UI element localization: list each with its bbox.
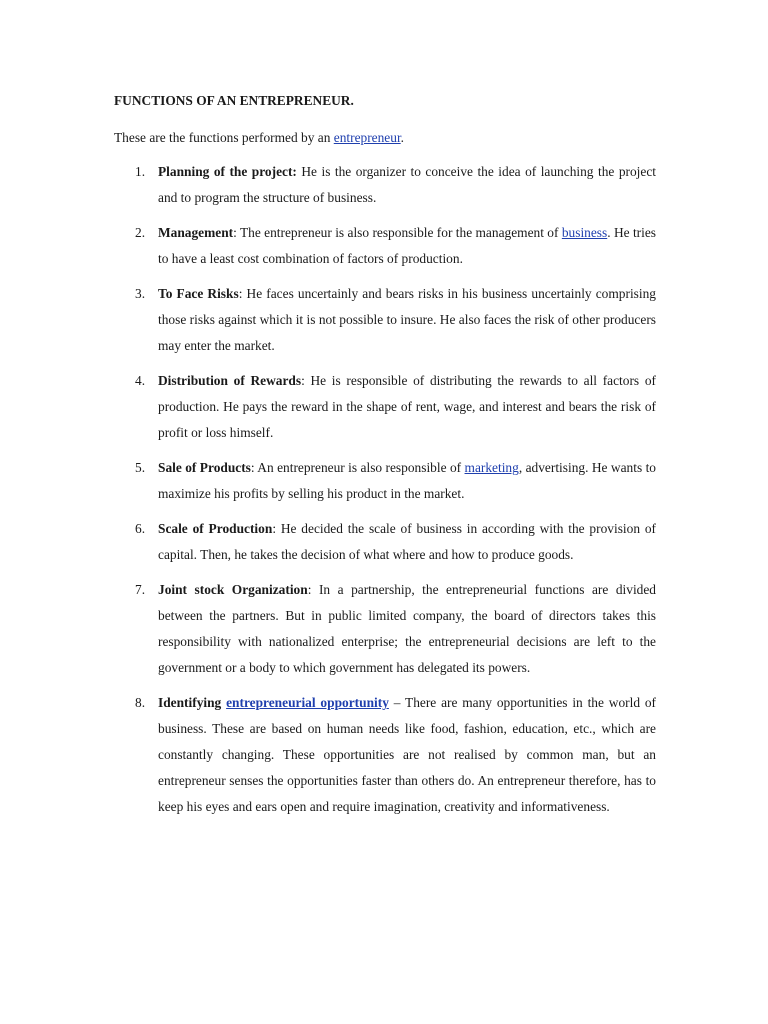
- intro-text: These are the functions performed by an: [114, 130, 334, 145]
- list-item: [114, 159, 656, 211]
- document-title: FUNCTIONS OF AN ENTREPRENEUR.: [114, 93, 354, 108]
- item-number: 8.: [135, 695, 146, 710]
- item-term: Sale of Products: [158, 460, 251, 475]
- item-term: To Face Risks: [158, 286, 239, 301]
- item-text-end: . He tries to have a least cost combination of factors of production.: [158, 225, 656, 266]
- item-number: 5.: [135, 460, 146, 475]
- entrepreneur-link[interactable]: entrepreneur: [333, 130, 401, 145]
- item-term: Distribution of Rewards: [158, 373, 302, 388]
- list-item: [114, 516, 656, 568]
- business-link[interactable]: business: [561, 225, 608, 240]
- list-item: [114, 220, 656, 272]
- item-number: 6.: [135, 521, 146, 536]
- intro-paragraph: [114, 125, 656, 151]
- item-term: Scale of Production: [158, 521, 273, 536]
- document-page: [114, 88, 656, 829]
- list-item: [114, 368, 656, 446]
- item-text: : The entrepreneur is also responsible for the management of: [233, 225, 562, 240]
- item-number: 3.: [135, 286, 146, 301]
- item-number: 4.: [135, 373, 146, 388]
- list-item: [114, 690, 656, 820]
- entrepreneurial-opportunity-link[interactable]: entrepreneurial opportunity: [226, 695, 389, 710]
- item-text: : He decided the scale of business in according with the provision of capital. Then, he takes the decision of what where and how to produce goods.: [158, 521, 656, 562]
- item-text: : He is responsible of distributing the rewards to all factors of production. He pays the reward in the shape of rent, wage, and interest and bears the risk of profit or loss himself.: [158, 373, 656, 440]
- item-term: Planning of the project:: [158, 164, 297, 179]
- item-number: 7.: [135, 582, 146, 597]
- marketing-link[interactable]: marketing: [464, 460, 519, 475]
- item-text: : An entrepreneur is also responsible of: [250, 460, 465, 475]
- item-text: : He faces uncertainly and bears risks in his business uncertainly comprising those risks against which it is not possible to insure. He also faces the risk of other producers may enter the market.: [158, 286, 656, 353]
- item-term: Management: [158, 225, 234, 240]
- list-item: [114, 281, 656, 359]
- intro-end: .: [400, 130, 405, 145]
- item-text: : In a partnership, the entrepreneurial functions are divided between the partners. But in public limited company, the board of directors takes this responsibility with nationalized enterprise; the entrepreneurial decisions are left to the government or a body to which government has delegated its powers.: [158, 582, 656, 675]
- item-term: Joint stock Organization: [158, 582, 308, 597]
- item-text: He is the organizer to conceive the idea of launching the project and to program the structure of business.: [158, 164, 656, 205]
- item-text-end: , advertising. He wants to maximize his profits by selling his product in the market.: [158, 460, 656, 501]
- functions-list: [114, 159, 656, 820]
- item-term: Identifying: [158, 695, 227, 710]
- item-number: 2.: [135, 225, 146, 240]
- item-text-end: – There are many opportunities in the world of business. These are based on human needs like food, fashion, education, etc., which are constantly changing. These opportunities are not realised by common man, but an entrepreneur senses the opportunities faster than others do. An entrepreneur therefore, has to keep his eyes and ears open and require imagination, creativity and informativeness.: [158, 695, 656, 814]
- list-item: [114, 455, 656, 507]
- item-number: 1.: [135, 164, 146, 179]
- list-item: [114, 577, 656, 681]
